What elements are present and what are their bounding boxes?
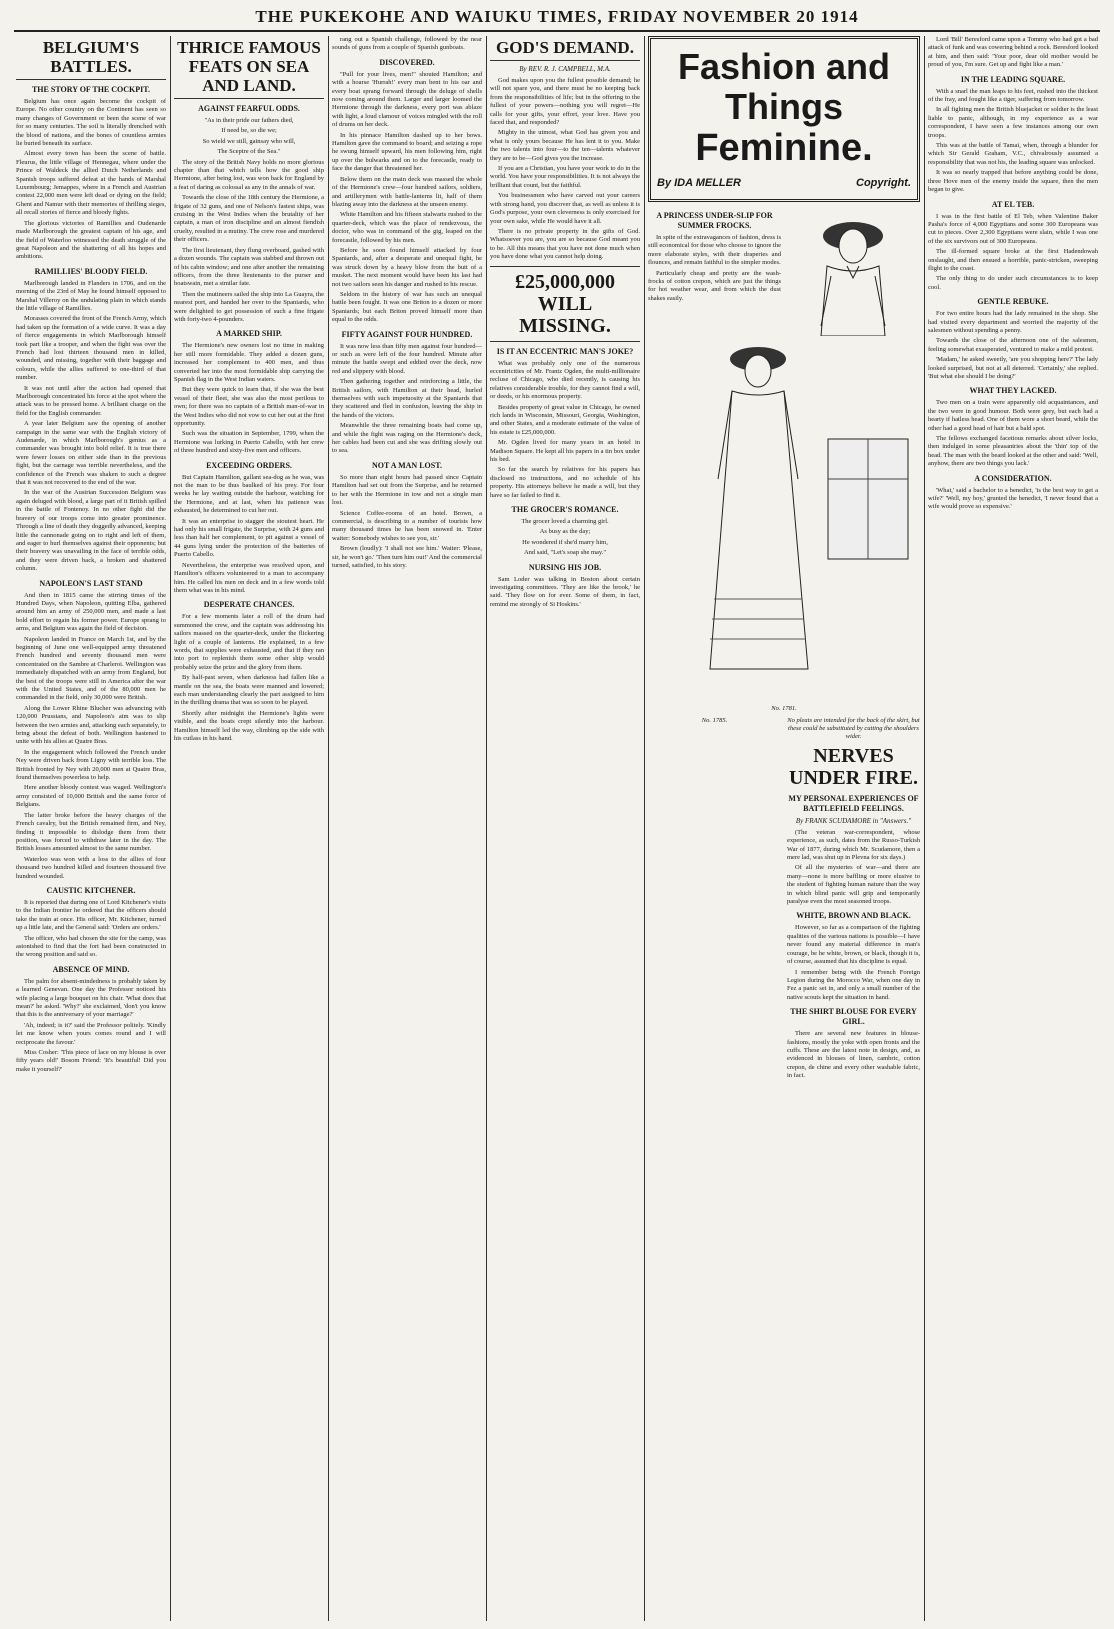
caption-1781: No. 1781. xyxy=(771,704,797,712)
caption-2: No pleats are intended for the back of the skirt, but these could be substituted by cutting the shoulders wider. xyxy=(787,716,920,740)
headline-belgium: BELGIUM'S BATTLES. xyxy=(16,38,166,80)
fashion-byline: By IDA MELLER xyxy=(657,177,741,189)
subhead: GENTLE REBUKE. xyxy=(977,297,1049,307)
paragraph: The only thing to do under such circumstances is to keep cool. xyxy=(928,275,1098,291)
paragraph: But they were quick to learn that, if she was the best vessel of their fleet, she was also the most perilous to own; for there was no captain of a British man-of-war in the West Indies who did not vow to cut her out at the first opportunity. xyxy=(174,386,324,427)
paragraph: The Hermione's new owners lost no time in making her still more formidable. They added a dozen guns, increased her complement to 400 men, and thus converted her into the most formidable ship carrying the Spanish flag in the West Indian waters. xyxy=(174,342,324,383)
woman-portrait-illustration xyxy=(787,206,920,336)
paragraph: But Captain Hamilton, gallant sea-dog as he was, was not the man to be thus baulked of his prey. For four weeks he lay waiting outside the harbour, watching for the Hermione, and at last, when his patience was exhausted, he determined to cut her out. xyxy=(174,473,324,515)
paragraph: For two entire hours had the lady remained in the shop. She had visited every department and worried the majority of the salesmen without spending a penny. xyxy=(928,310,1098,334)
subhead: RAMILLIES' BLOODY FIELD. xyxy=(34,266,148,276)
paragraph: Miss Cosher: 'This piece of lace on my blouse is over fifty years old!' Bosom Friend: 'It's beautiful! Did you make it yourself?' xyxy=(16,1049,166,1073)
paragraph: I remember being with the French Foreign Legion during the Morocco War, when one day in Fez a panic set in, and only a small number of the native scouts kept the situation in hand. xyxy=(787,968,920,1001)
column-nerves-continued xyxy=(928,36,1098,1621)
paragraph: Here another bloody contest was waged. Wellington's army consisted of 10,000 British and the same force of Belgians. xyxy=(16,784,166,809)
verse-line: The Sceptre of the Sea." xyxy=(217,148,281,156)
subhead: THE STORY OF THE COCKPIT. xyxy=(31,85,151,94)
paragraph: A year later Belgium saw the opening of another campaign in the same war with the English victory of Audenarde, in which Marlborough's genius as a commander was brought into bold relief. It is true there were fewer losses on either side than in the previous fight, but the carnage was terrible nevertheless, and the confidence of the French was shaken to such a degree that it was not recovered to the end of the war. xyxy=(16,420,166,487)
column-rule xyxy=(924,36,925,1621)
paragraph: 'Madam,' he asked sweetly, 'are you shopping here?' The lady looked surprised, but not at all deterred. 'Certainly,' she replied. 'But what else should I be doing?' xyxy=(928,356,1098,380)
fashion-title-box xyxy=(648,36,920,202)
paragraph: Mighty in the utmost, what God has given you and what is only yours because He has lent it to you. Make the two talents into four—to the ten—talents whatever they are to be—God gives you the increase. xyxy=(490,129,640,162)
paragraph: If you are a Christian, you have your work to do in the world. You have your responsibilities. It is not always the brilliant that count, but the faithful. xyxy=(490,165,640,189)
paragraph: Seldom in the history of war has such an unequal battle been fought. It was one Briton to a dozen or more Spaniards; but each Briton proved himself more than equal to the odds. xyxy=(332,290,482,324)
paragraph: Sam Loder was talking in Boston about certain investigating committees. 'They are like the brook,' he said. 'They flow on for ever. Some of them, in fact, remind me strongly of Si Hoskins.' xyxy=(490,575,640,608)
paragraph: However, so far as a comparison of the fighting qualities of the various nations is possible—I have never found any material difference in man's courage, be he white, brown, or black, though it is, of course, assumed that his discipline is equal. xyxy=(787,924,920,966)
paragraph: It is reported that during one of Lord Kitchener's visits to the Indian frontier he ordered that the officers should take the train at once. His officer, Mr. Kitchener, turned up a little late, and the General said: 'Orders are orders.' xyxy=(16,898,166,932)
headline-gods-demand: GOD'S DEMAND. xyxy=(490,38,640,61)
paragraph: rang out a Spanish challenge, followed by the near sounds of guns from a couple of Spanish gunboats. xyxy=(332,36,482,52)
paragraph: Science Coffee-rooms of an hotel. Brown, a commercial, is describing to a number of tourists how many thousand times he has been snowed in. 'Enter waiter: Somebody wishes to see you, sir.' xyxy=(332,509,482,542)
masthead: THE PUKEKOHE AND WAIUKU TIMES, FRIDAY NOVEMBER 20 1914 xyxy=(14,4,1100,32)
paragraph: Besides property of great value in Chicago, he owned rich lands in Wisconsin, Missouri, Georgia, Washington, and other States, and a moderate estimate of the value of his estate is £25,000,000. xyxy=(490,403,640,436)
paragraph: In his pinnace Hamilton dashed up to her bows. Hamilton gave the command to board; and seizing a rope he swung himself upward, his men following him, right up over the bulwarks and on to the forecastle, ready to face the danger that threatened her. xyxy=(332,131,482,173)
paragraph: The latter broke before the heavy charges of the French cavalry, but the British remained firm, and Ney, finding it impossible to dislodge them from their position, was forced to withdraw later in the day. The British losses amounted almost to the same number. xyxy=(16,811,166,853)
subhead: DISCOVERED. xyxy=(379,57,435,67)
fashion-title-line1: Fashion and Things xyxy=(677,46,890,127)
caption-3: No. 1785. xyxy=(701,716,728,724)
headline-feats: THRICE FAMOUS FEATS ON SEA AND LAND. xyxy=(174,38,324,99)
paragraph: This was at the battle of Tamai, when, through a blunder for which Sir Gerald Graham, V.C., chivalrously assumed a responsibility that was not his, the leading square was unlocked. xyxy=(928,142,1098,166)
paragraph: The ill-formed square broke at the first Hadendowah onslaught, and then ensued a horrible, panic-stricken, sweeping flight to the coast. xyxy=(928,248,1098,272)
paragraph: Waterloo was won with a loss to the allies of four thousand two hundred killed and fourteen thousand five hundred wounded. xyxy=(16,855,166,880)
paragraph: Brown (loudly): 'I shall not see him.' Waiter: 'Please, sir, he won't go.' 'Then turn him out!' And the commercial turned, satisfied, to his story. xyxy=(332,545,482,569)
paragraph: 'Ah, indeed; is it?' said the Professor politely. 'Kindly let me know when yours comes round and I will reciprocate the favour.' xyxy=(16,1021,166,1046)
column-rule xyxy=(170,36,171,1621)
paragraph: Napoleon landed in France on March 1st, and by the beginning of June one well-equipped army threatened French hundred and seventy thousand men were concentrated on the Sambre at Charleroi. Wellington was immediately dispatched with an army from England, but the best of the troops were still in America after the war with the United States, and of the 80,000 men he commanded in the field, only 30,000 were British. xyxy=(16,635,166,702)
paragraph: Then gathering together and reinforcing a little, the British sailors, with Hamilton at their head, hurled themselves with such impetuosity at the Spaniards that they scattered and fled in confusion, leaving the ship in the hands of the victors. xyxy=(332,378,482,419)
paragraph: By half-past seven, when darkness had fallen like a mantle on the sea, the boats were manned and lowered; each man understanding clearly the part assigned to him in the thrilling drama that was so soon to be played. xyxy=(174,674,324,707)
paragraph: You businessmen who have carved out your careers with strong hand, you discover that, as well as unless it is God's purpose, your own cleverness is only exercised for your own sake, while He would have it all. xyxy=(490,192,640,225)
verse-line: If need be, so die we; xyxy=(221,127,277,135)
paragraph: In the war of the Austrian Succession Belgium was again deluged with blood, a large part of it British spilled in the battle of Fontenoy. In no other fight did the bravery of our troops come into greater prominence. Through a line of death they doggedly advanced, keeping little the cannonade going on to right and left of them, and eager to hurl themselves against their opponents; but their bravery was unavailing in the face of terrible odds, and they were driven back, a broken and shattered column. xyxy=(16,489,166,573)
column-fashion xyxy=(648,36,920,1621)
paragraph: The fellows exchanged facetious remarks about silver locks, then indulged in some pleasantries about the 'thin' top of the head. The man with the beard looked at the other and said: 'Well, anyhow, there are two things you lack.' xyxy=(928,435,1098,468)
verse-line: And said, "Let's soap she may." xyxy=(523,549,607,557)
paragraph: The glorious victories of Ramillies and Oudenarde made Marlborough the greatest captain of his age, and the field of Waterloo witnessed the death struggle of the great Napoleon and the shattering of all his hopes and ambitions. xyxy=(16,219,166,261)
column-gods-demand xyxy=(490,36,640,1621)
subhead: IS IT AN ECCENTRIC MAN'S JOKE? xyxy=(496,346,634,356)
subhead: MY PERSONAL EXPERIENCES OF BATTLEFIELD FEELINGS. xyxy=(788,793,919,813)
paragraph: I was in the first battle of El Teb, when Valentine Baker Pasha's force of 4,000 Egyptians and some 300 Europeans was cut to pieces. Over 2,300 Egyptians were slain, while I was one of the six survivors out of 300 Europeans. xyxy=(928,212,1098,245)
paragraph: It was not until after the action had opened that Marlborough concentrated his force at the spot where the attack was to be pressed home. A brilliant charge on the field for the English commander. xyxy=(16,384,166,417)
paragraph: God makes upon you the fullest possible demand; he will not spare you, and there must be no keeping back from the responsibilities of life; but in the offering to the fullest of your powers—nothing you will regret—He calls for your gifts, your effort, your love. Have you faced that, and responded? xyxy=(490,77,640,127)
subhead: NURSING HIS JOB. xyxy=(528,562,602,572)
paragraph: Morasses covered the front of the French Army, which had taken up the formation of a wide curve. It was a day of fierce engagements in which Marlborough himself took part like a trooper, and when the fight was over the French had lost thirteen thousand men in killed, wounded, and missing, together with their baggage and colours, while the allies suffered to one-third of that number. xyxy=(16,315,166,382)
column-feats-continued xyxy=(332,36,482,1621)
paragraph: In the engagement which followed the French under Ney were driven back from Ligny with terrible loss. The British fronted by Ney with 20,000 men at Quatre Bras, found themselves powerless to help. xyxy=(16,748,166,782)
paragraph: 'What,' said a bachelor to a benedict, 'is the best way to get a wife?' 'Well, my boy,' grunted the benedict, 'I never found that a wife would prove so expensive.' xyxy=(928,486,1098,511)
paragraph: The first lieutenant, they flung overboard, gashed with a dozen wounds. The captain was stabbed and thrown out of his cabin window; and one after another the remaining officers, from the three lieutenants to the purser and boatswain, met a similar fate. xyxy=(174,246,324,288)
paragraph: What was probably only one of the numerous eccentricities of Mr. Frantz Ogden, the multi-millionaire recluse of Chicago, who died recently, is causing his relatives considerable trouble, for they cannot find a will, or deeds, or his enormous property. xyxy=(490,359,640,401)
subhead: A MARKED SHIP. xyxy=(216,329,282,339)
paragraph: For a few moments later a roll of the drum had summoned the crew, and the captain was addressing his sailors massed on the quarter-deck, under the flickering light of a couple of lanterns. He explained, in a few words, that supplies were exhausted, and that if they ran into port to replenish them some other ship would probably seize the prize and the glory from them. xyxy=(174,613,324,671)
verse-line: "As in their pride our fathers died, xyxy=(204,117,294,124)
paragraph: Lord 'Bill' Beresford came upon a Tommy who had got a bad attack of funk and was cowering behind a rock. Beresford looked at him, and then said: 'Your poor, dear old mother would be proud of you, I'm sure. Get up and fight like a man.' xyxy=(928,36,1098,69)
paragraph: Meanwhile the three remaining boats had come up, and while the fight was raging on the Hermione's deck, her cables had been cut and she was drifting slowly out to sea. xyxy=(332,422,482,455)
column-feats xyxy=(174,36,324,1621)
paragraph: Mr. Ogden lived for many years in an hotel in Madison Square. He kept all his papers in a tin box under his bed. xyxy=(490,439,640,463)
column-belgium xyxy=(16,36,166,1621)
paragraph: Below them on the main deck was massed the whole of the Hermione's crew—four hundred sailors, soldiers, and artillerymen with battle-lanterns lit, half of them blazing away into the darkness at the unseen enemy. xyxy=(332,175,482,208)
paragraph: Then the mutineers sailed the ship into La Guayra, the nearest port, and handed her over to the Spaniards, who were delighted to get possession of such a fine frigate with forty-two 4-pounders. xyxy=(174,290,324,323)
paragraph: Two men on a train were apparently old acquaintances, and the two were in good humour. Both were grey, but each had a hearty if hatless head. One of them wore a short beard, while the other had a good head of hair but a bald spot. xyxy=(928,399,1098,432)
paragraph: In all fighting men the British bluejacket or soldier is the least liable to panic, although, in my experience as a war correspondent, I have seen a few instances among our own troops. xyxy=(928,106,1098,139)
headline-will-missing: £25,000,000 WILL MISSING. xyxy=(490,266,640,342)
paragraph: Shortly after midnight the Hermione's lights were visible, and the boats crept silently into the harbour. Hamilton himself led the way, climbing up the side with his cutlass in his hand. xyxy=(174,709,324,742)
paragraph: And then in 1815 came the stirring times of the Hundred Days, when Napoleon, quitting Elba, gathered around him an army of 250,000 men, and made a last bold effort to regain his former power. Europe sprang to arms, and Belgium was again the field of decision. xyxy=(16,591,166,633)
subhead: FIFTY AGAINST FOUR HUNDRED. xyxy=(341,329,473,339)
fashion-illustration-top xyxy=(787,206,920,339)
subhead: THE SHIRT BLOUSE FOR EVERY GIRL. xyxy=(790,1007,917,1027)
subhead: NOT A MAN LOST. xyxy=(372,460,442,470)
subhead: WHAT THEY LACKED. xyxy=(969,386,1057,396)
subhead: ABSENCE OF MIND. xyxy=(52,964,130,974)
paragraph: It was so nearly trapped that before anything could be done, three Hove men of the enemy inside the square, then the men began to give. xyxy=(928,169,1098,194)
paragraph: It was now less than fifty men against four hundred—or such as were left of the four hundred. Minute after minute the battle swept and eddied over the deck, now red and slippery with blood. xyxy=(332,342,482,375)
paragraph: Of all the mysteries of war—and there are many—none is more baffling or more elusive to the student of fighting human nature than the way in which blind panic will grip and temporarily paralyse even the most seasoned troops. xyxy=(787,864,920,906)
paragraph: With a snarl the man leaps to his feet, rushed into the thickest of the fray, and fought like a tiger, suffering from tomorrow. xyxy=(928,87,1098,104)
verse-line: He wondered if she'd marry him, xyxy=(522,538,608,546)
paragraph: White Hamilton and his fifteen stalwarts rushed to the quarter-deck, which was the place of rendezvous, the doctor, who was in command of the gig, leaped on the forecastle, followed by his men. xyxy=(332,211,482,244)
paragraph: Such was the situation in September, 1799, when the Hermione was lurking in Puerto Cabello, with her crew of three hundred and sixty-five men and officers. xyxy=(174,430,324,455)
subhead: AGAINST FEARFUL ODDS. xyxy=(198,104,300,113)
fashion-title-line2: Feminine. xyxy=(695,127,873,169)
subhead: NAPOLEON'S LAST STAND xyxy=(39,578,143,588)
paragraph: Before he soon found himself attacked by four Spaniards, and, after a desperate and unequal fight, he was struck down by a heavy blow from the butt of a musket. The next moment would have been his last had not two sailors seen his danger and rushed to his rescue. xyxy=(332,246,482,288)
paragraph: It was an enterprise to stagger the stoutest heart. He had only his small frigate, the Surprise, with 24 guns and less than half her complement, to pit against a vessel of 44 guns lying under the protection of the batteries of Puerto Cabello. xyxy=(174,517,324,559)
fashion-text-left xyxy=(648,206,781,339)
paragraph: The palm for absent-mindedness is probably taken by a learned Genevan. One day the Professor noticed his wife placing a large bouquet on his chair. 'What does that mean?' he asked. 'Why?' she exclaimed, 'don't you know that this is the anniversary of your marriage?' xyxy=(16,977,166,1019)
paragraph: There are several new features in blouse-fashions, mostly the yoke with open fronts and the cuffs. These are the latest note in design, and, as evidenced in blouses of linen, cambric, cotton crepon, de chine and every other washable fabric, in fact. xyxy=(787,1030,920,1080)
subhead: DESPERATE CHANCES. xyxy=(203,600,295,610)
paragraph: Towards the close of the afternoon one of the salesmen, feeling somewhat exasperated, ventured to make a mild protest. xyxy=(928,337,1098,353)
byline: By FRANK SCUDAMORE in "Answers." xyxy=(795,816,912,825)
column-rule xyxy=(328,36,329,1621)
fashion-byline-row xyxy=(657,175,911,191)
paragraph: The officer, who had chosen the site for the camp, was astonished to find that the fort had been constructed in the wrong position and said so. xyxy=(16,934,166,959)
paragraph: Towards the close of the 18th century the Hermione, a frigate of 32 guns, and one of Nelson's fastest ships, was cruising in the West Indies when the brutality of her captain, a man of iron discipline and an almost fiendish cruelty, resulted in a mutiny. The crew rose and murdered their officers. xyxy=(174,194,324,244)
fashion-caption-left xyxy=(648,715,781,1083)
paragraph: Belgium has once again become the cockpit of Europe. No other country on the Continent has seen so many changes of Government or been the scene of war for so many centuries. The soil is literally drenched with the blood of nations, and the bones of countless armies lie buried beneath its surface. xyxy=(16,98,166,148)
column-rule xyxy=(644,36,645,1621)
paragraph: Almost every town has been the scene of battle. Fleurus, the little village of Hennegau, where under the Prince of Waldeck the allied Dutch Netherlands and Spanish troops suffered defeat at the hands of Marshal Luxembourg; Jemappes, where in a French and Austrian contest 22,000 men were left dead or dying on the field; Ghent and Namur with their memories of thrilling sieges, all recall stories of fierce and bloody fights. xyxy=(16,150,166,217)
verse-line: The grocer loved a charming girl. xyxy=(521,518,609,526)
paragraph: "Pull for your lives, men!" shouted Hamilton; and with a hoarse 'Hurrah!' every man bent to his oar and every boat sprang forward through the deluge of shells now coming around them. Larger and larger loomed the Hermione through the darkness, every port was ablaze with light, a loud clamour of voices mingled with the roll of drums on her deck. xyxy=(332,70,482,129)
paragraph: So far the search by relatives for his papers has disclosed no instructions, and no schedule of his property. His attorneys believe he made a will, but they have so far failed to find it. xyxy=(490,466,640,499)
column-rule xyxy=(486,36,487,1621)
subhead: AT EL TEB. xyxy=(991,199,1035,209)
paragraph: Along the Lower Rhine Blucher was advancing with 120,000 Prussians, and Napoleon's aim was to slip between the two armies and, attacking each separately, to bring about the defeat of both. Wellington hastened to unite with his allies at Quatre Bras. xyxy=(16,704,166,746)
subhead: WHITE, BROWN AND BLACK. xyxy=(796,911,911,921)
paragraph: (The veteran war-correspondent, whose experience, as such, dates from the Russo-Turkish War of 1877, during which Mr. Scudamore, then a mere lad, was shut up in Plevna for six days.) xyxy=(787,828,920,862)
byline: By REV. R. J. CAMPBELL, M.A. xyxy=(519,65,611,73)
paragraph: So more than eight hours had passed since Captain Hamilton had set out from the Surprise, and he returned to her with the Hermione in tow and not a single man lost. xyxy=(332,473,482,507)
subhead: A PRINCESS UNDER-SLIP FOR SUMMER FROCKS. xyxy=(656,211,773,230)
paragraph: Marlborough landed in Flanders in 1706, and on the morning of the 23rd of May he found himself opposed to Marshal Villeroy on the undulating plain in which stands the little village of Ramillies. xyxy=(16,279,166,312)
verse-line: So wield we still, gainsay who will, xyxy=(202,137,296,145)
subhead: EXCEEDING ORDERS. xyxy=(206,460,292,470)
subhead: A CONSIDERATION. xyxy=(974,473,1052,483)
paragraph: Particularly cheap and pretty are the wash-frocks of cotton crepon, which are just the things for hot weather wear, and from which the dust shakes easily. xyxy=(648,269,781,302)
paragraph: Nevertheless, the enterprise was resolved upon, and Hamilton's officers volunteered to a man to accompany him. He called his men on deck and in a few words told them what was in his mind. xyxy=(174,561,324,594)
princess-slip-illustration xyxy=(648,339,920,699)
verse-line: As busy as the day; xyxy=(539,528,591,536)
paragraph: In spite of the extravagances of fashion, dress is still economical for those who choose to ignore the more elaborate styles, with their draperies and flounces, and remain faithful to the simpler modes. xyxy=(648,234,781,267)
subhead: IN THE LEADING SQUARE. xyxy=(960,74,1066,84)
paragraph: There is no private property in the gifts of God. Whatsoever you are, you are so because God meant you to be. All this means that you have not done much when you have done what you cannot help doing. xyxy=(490,227,640,261)
headline-nerves: NERVES UNDER FIRE. xyxy=(789,744,918,789)
paragraph: The story of the British Navy holds no more glorious chapter than that which tells how the good ship Hermione, after being lost, was won back for England by a feat of daring as colossal as any in the annals of war. xyxy=(174,158,324,191)
subhead: THE GROCER'S ROMANCE. xyxy=(511,505,619,515)
subhead: CAUSTIC KITCHENER. xyxy=(46,885,136,895)
fashion-caption-right xyxy=(787,715,920,1083)
fashion-copyright: Copyright. xyxy=(856,177,911,189)
